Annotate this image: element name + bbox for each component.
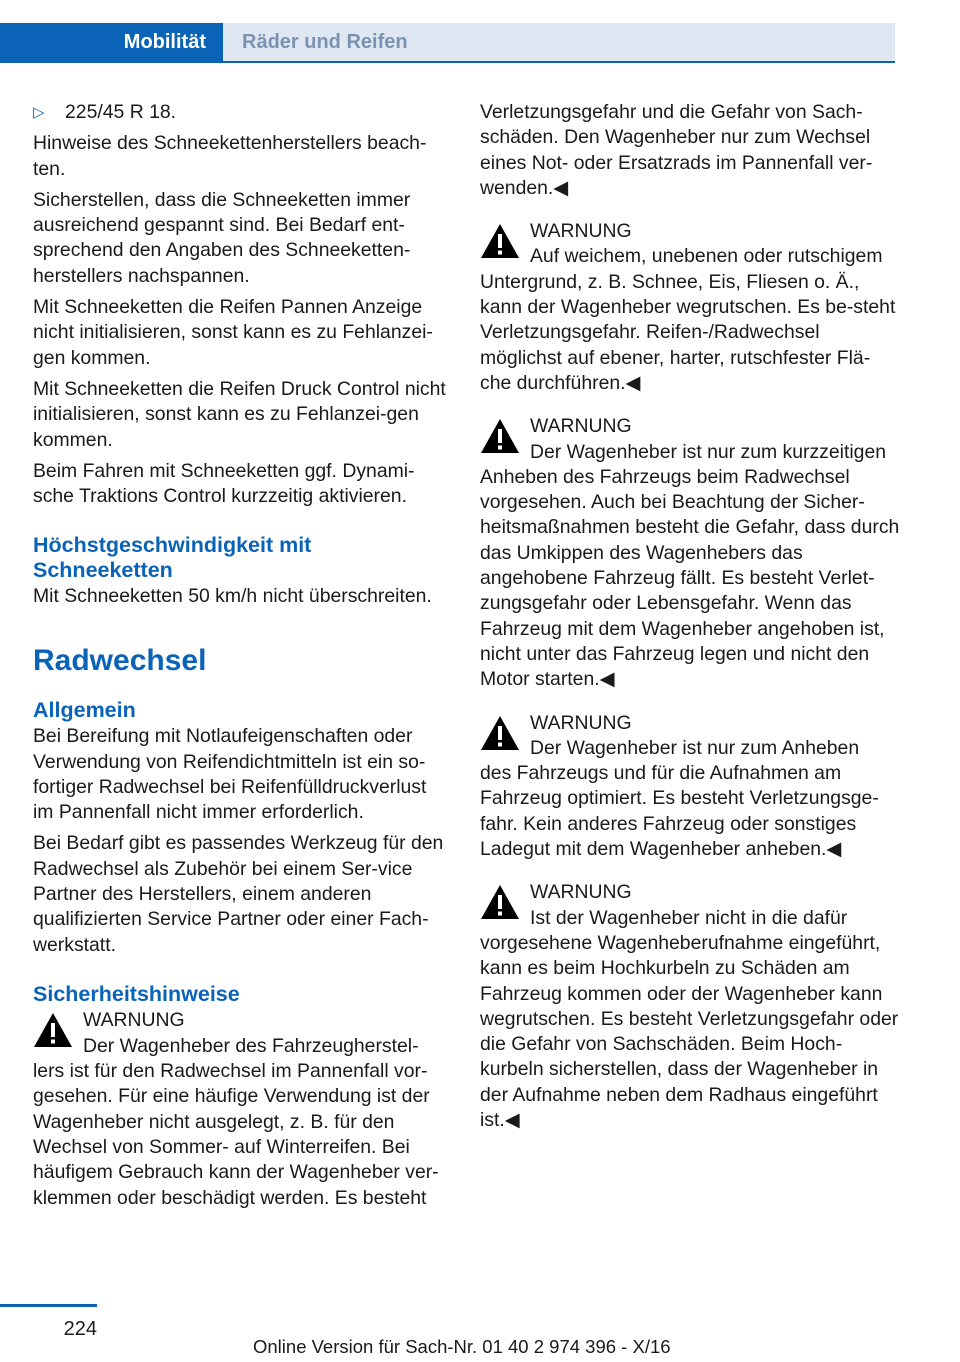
warning-text: lers ist für den Radwechsel im Pannenfall vor‐gesehen. Für eine häufige Verwendung ist der Wagenheber nicht ausgelegt, z. B. für den Wechsel von Sommer- auf Winterreifen. Bei häufigem Gebrauch kann der Wagenheber ver‐klemmen oder beschädigt werden. Es besteht	[33, 1060, 439, 1209]
paragraph: Bei Bereifung mit Notlaufeigenschaften oder Verwendung von Reifendichtmitteln ist ein so‐fortiger Radwechsel bei Reifenfülldruckverlust im Pannenfall nicht immer erforderlich.	[33, 725, 427, 824]
warning-title: WARNUNG	[530, 711, 632, 734]
page-number: 224	[63, 1318, 97, 1340]
warning-text: Untergrund, z. B. Schnee, Eis, Fliesen o. Ä., kann der Wagenheber wegrutschen. Es be‐steht Verletzungsgefahr. Reifen-/Radwechsel möglichst auf ebener, harter, rutschfester Flä‐che durchführen.◀	[480, 270, 896, 394]
list-item-text: 225/45 R 18.	[65, 101, 177, 123]
warning-block	[480, 414, 900, 692]
warning-triangle-icon	[480, 880, 530, 931]
warning-block	[33, 1008, 451, 1210]
warning-text: Ist der Wagenheber nicht in die dafür	[530, 906, 848, 929]
header-divider	[0, 61, 895, 63]
list-item	[33, 100, 451, 125]
warning-text: vorgesehene Wagenheberufnahme eingeführt, kann es beim Hochkurbeln zu Schäden am Fahrzeug kommen oder der Wagenheber kann wegrutschen. Es besteht Verletzungsgefahr oder die Gefahr von Sachschäden. Beim Hoch‐kurbeln sicherstellen, dass der Wagenheber in der Aufnahme neben dem Radhaus eingeführt ist.◀	[480, 931, 899, 1131]
tab-mobilitaet: Mobilität	[0, 23, 223, 61]
heading-sicherheitshinweise: Sicherheitshinweise	[33, 981, 240, 1006]
warning-title: WARNUNG	[530, 415, 632, 438]
paragraph: Bei Bedarf gibt es passendes Werkzeug für den Radwechsel als Zubehör bei einem Ser‐vice Partner des Herstellers, einem anderen qualifizierten Service Partner oder einer Fach‐werkstatt.	[33, 832, 444, 956]
warning-text: Der Wagenheber ist nur zum Anheben	[530, 736, 860, 759]
warning-text: Auf weichem, unebenen oder rutschigem	[530, 245, 883, 268]
left-column	[33, 100, 451, 1217]
warning-title: WARNUNG	[530, 881, 632, 904]
warning-block	[480, 880, 900, 1133]
section-heading-radwechsel: Radwechsel	[33, 643, 207, 677]
warning-text: Anheben des Fahrzeugs beim Radwechsel vorgesehen. Auch bei Beachtung der Sicher‐heitsmaßnahmen besteht die Gefahr, dass durch das Umkippen des Wagenhebers das angehobene Fahrzeug fällt. Es besteht Verlet‐zungsgefahr oder Lebensgefahr. Wenn das Fahrzeug mit dem Wagenheber angehoben ist, nicht unter das Fahrzeug legen und nicht den Motor starten.◀	[480, 465, 900, 691]
paragraph: Mit Schneeketten 50 km/h nicht überschreiten.	[33, 585, 432, 608]
paragraph: Mit Schneeketten die Reifen Pannen Anzeige nicht initialisieren, sonst kann es zu Fehlanzei‐gen kommen.	[33, 296, 433, 369]
paragraph: Hinweise des Schneekettenherstellers beach‐ten.	[33, 132, 427, 180]
warning-text: Der Wagenheber des Fahrzeugherstel‐	[83, 1034, 419, 1057]
warning-block	[480, 219, 900, 396]
warning-triangle-icon	[33, 1008, 83, 1059]
warning-triangle-icon	[480, 711, 530, 762]
heading-hoechstgeschwindigkeit: Höchstgeschwindigkeit mit Schneeketten	[33, 533, 312, 582]
triangle-right-icon: ▷	[33, 104, 45, 121]
warning-title: WARNUNG	[83, 1009, 185, 1032]
warning-triangle-icon	[480, 219, 530, 270]
warning-block	[480, 711, 900, 863]
warning-triangle-icon	[480, 414, 530, 465]
paragraph: Beim Fahren mit Schneeketten ggf. Dynami‐sche Traktions Control kurzzeitig aktivieren.	[33, 459, 415, 508]
paragraph: Verletzungsgefahr und die Gefahr von Sach‐schäden. Den Wagenheber nur zum Wechsel eines Not- oder Ersatzrads im Pannenfall ver‐wenden.◀	[480, 101, 873, 199]
warning-text: Der Wagenheber ist nur zum kurzzeitigen	[530, 440, 887, 463]
footer-text: Online Version für Sach-Nr. 01 40 2 974 396 - X/16	[253, 1336, 671, 1357]
warning-text: des Fahrzeugs und für die Aufnahmen am Fahrzeug optimiert. Es besteht Verletzungsge‐fahr. Kein anderes Fahrzeug oder sonstiges Ladegut mit dem Wagenheber anheben.◀	[480, 762, 879, 861]
header-tab-bar	[0, 23, 895, 63]
paragraph: Sicherstellen, dass die Schneeketten immer ausreichend gespannt sind. Bei Bedarf ent‐sprechend den Angaben des Schneeketten‐herstellers nachspannen.	[33, 188, 411, 287]
warning-title: WARNUNG	[530, 220, 632, 243]
right-column	[480, 100, 900, 1139]
tab-raeder-und-reifen: Räder und Reifen	[223, 23, 895, 61]
heading-allgemein: Allgemein	[33, 697, 136, 722]
paragraph: Mit Schneeketten die Reifen Druck Control nicht initialisieren, sonst kann es zu Fehlanzei‐gen kommen.	[33, 377, 446, 451]
page-number-rule	[0, 1304, 97, 1307]
